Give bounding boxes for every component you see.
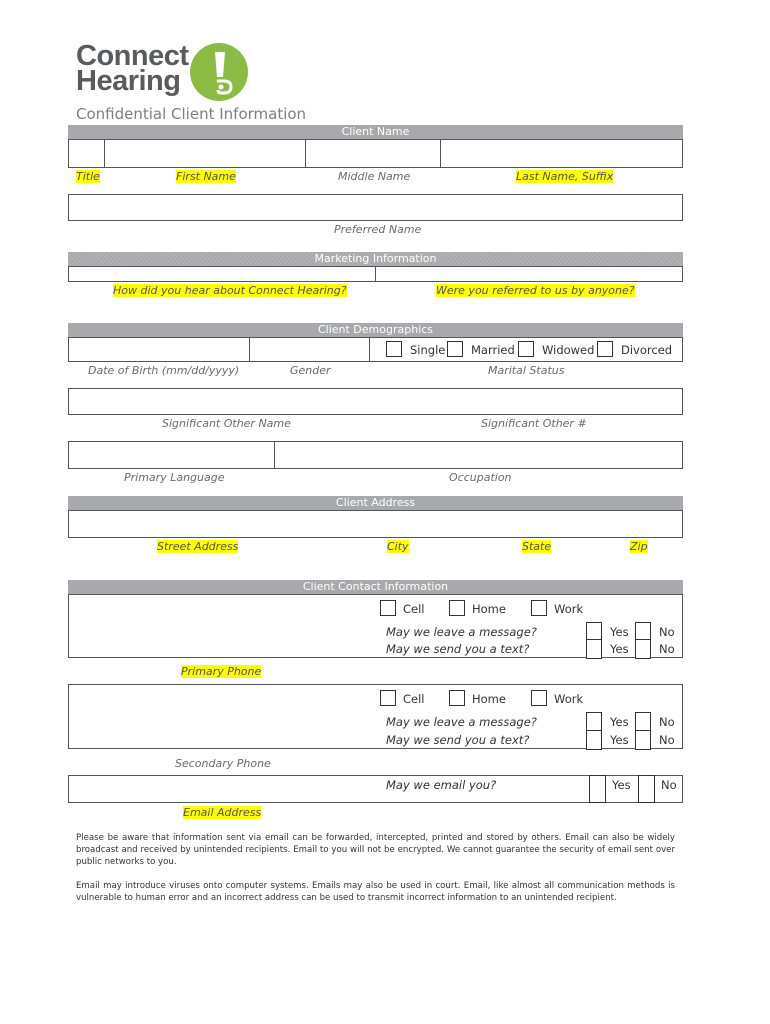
- hear-about-label: How did you hear about Connect Hearing?: [113, 284, 347, 297]
- divorced-option: Divorced: [621, 343, 673, 357]
- primary-cell-option: Cell: [403, 602, 425, 616]
- client-name-header: Client Name: [68, 125, 683, 139]
- preferred-name-label: Preferred Name: [334, 223, 422, 236]
- demographics-header: Client Demographics: [68, 323, 683, 337]
- city-label: City: [387, 540, 409, 553]
- primary-message-no: No: [659, 625, 675, 639]
- primary-message-question: May we leave a message?: [386, 625, 537, 639]
- secondary-message-question: May we leave a message?: [386, 715, 537, 729]
- primary-text-yes: Yes: [610, 642, 629, 656]
- brand-logo-text: [76, 40, 189, 97]
- primary-home-option: Home: [472, 602, 506, 616]
- secondary-home-option: Home: [472, 692, 506, 706]
- brand-line-1: Connect: [76, 40, 189, 72]
- state-label: State: [522, 540, 552, 553]
- contact-header: Client Contact Information: [68, 580, 683, 594]
- significant-other-number-field[interactable]: [376, 389, 682, 414]
- widowed-option: Widowed: [542, 343, 595, 357]
- secondary-text-no-checkbox[interactable]: [635, 730, 651, 750]
- last-name-label: Last Name, Suffix: [516, 170, 614, 183]
- secondary-cell-option: Cell: [403, 692, 425, 706]
- secondary-message-no: No: [659, 715, 675, 729]
- email-no-checkbox[interactable]: [638, 775, 655, 803]
- first-name-label: First Name: [176, 170, 236, 183]
- secondary-home-checkbox[interactable]: [449, 690, 465, 706]
- significant-other-name-field[interactable]: [69, 389, 375, 414]
- address-field[interactable]: [68, 510, 683, 538]
- occupation-field[interactable]: [275, 442, 682, 468]
- brand-logo-icon: [190, 43, 248, 101]
- primary-text-question: May we send you a text?: [386, 642, 530, 656]
- occupation-label: Occupation: [449, 471, 512, 484]
- referred-by-field[interactable]: [376, 267, 682, 281]
- married-checkbox[interactable]: [447, 341, 463, 357]
- referred-by-label: Were you referred to us by anyone?: [436, 284, 635, 297]
- primary-message-yes: Yes: [610, 625, 629, 639]
- secondary-work-option: Work: [554, 692, 584, 706]
- primary-cell-checkbox[interactable]: [380, 600, 396, 616]
- form-title: Confidential Client Information: [76, 105, 307, 123]
- middle-name-field[interactable]: [306, 140, 440, 167]
- primary-work-option: Work: [554, 602, 584, 616]
- significant-other-number-label: Significant Other #: [481, 417, 587, 430]
- significant-other-name-label: Significant Other Name: [162, 417, 291, 430]
- email-question: May we email you?: [386, 778, 497, 792]
- first-name-field[interactable]: [105, 140, 305, 167]
- zip-label: Zip: [630, 540, 648, 553]
- secondary-phone-label: Secondary Phone: [175, 757, 271, 770]
- secondary-message-yes: Yes: [610, 715, 629, 729]
- dob-field[interactable]: [69, 338, 249, 361]
- client-address-header: Client Address: [68, 496, 683, 510]
- disclaimer-paragraph-2: Email may introduce viruses onto computer systems. Emails may also be used in court. Email, like almost all communication methods is vulnerable to human error and an incorrect address can be used to transmit incorrect information to an unintended recipient.: [76, 881, 675, 903]
- email-yes: Yes: [612, 778, 631, 792]
- email-yes-checkbox[interactable]: [589, 775, 606, 803]
- title-field[interactable]: [69, 140, 104, 167]
- single-checkbox[interactable]: [386, 341, 402, 357]
- email-address-label: Email Address: [183, 806, 262, 819]
- single-option: Single: [410, 343, 446, 357]
- last-name-field[interactable]: [441, 140, 682, 167]
- primary-text-no: No: [659, 642, 675, 656]
- gender-label: Gender: [290, 364, 331, 377]
- marital-status-label: Marital Status: [488, 364, 565, 377]
- title-label: Title: [76, 170, 100, 183]
- primary-text-no-checkbox[interactable]: [635, 639, 651, 659]
- divorced-checkbox[interactable]: [597, 341, 613, 357]
- secondary-cell-checkbox[interactable]: [380, 690, 396, 706]
- primary-work-checkbox[interactable]: [531, 600, 547, 616]
- street-address-label: Street Address: [157, 540, 239, 553]
- primary-text-yes-checkbox[interactable]: [586, 639, 602, 659]
- secondary-text-yes-checkbox[interactable]: [586, 730, 602, 750]
- secondary-text-question: May we send you a text?: [386, 733, 530, 747]
- married-option: Married: [471, 343, 515, 357]
- hear-about-field[interactable]: [69, 267, 375, 281]
- preferred-name-field[interactable]: [68, 194, 683, 221]
- brand-line-2: Hearing: [76, 65, 181, 97]
- secondary-work-checkbox[interactable]: [531, 690, 547, 706]
- primary-language-field[interactable]: [69, 442, 274, 468]
- primary-phone-label: Primary Phone: [181, 665, 262, 678]
- disclaimer-paragraph-1: Please be aware that information sent via email can be forwarded, intercepted, printed and stored by others. Email can also be widely broadcast and received by unintended recipients. Email to you will not be encrypted. We cannot guarantee the security of email sent over public networks to you.: [76, 833, 675, 867]
- gender-field[interactable]: [250, 338, 369, 361]
- widowed-checkbox[interactable]: [518, 341, 534, 357]
- secondary-message-no-checkbox[interactable]: [635, 712, 651, 732]
- primary-home-checkbox[interactable]: [449, 600, 465, 616]
- middle-name-label: Middle Name: [338, 170, 411, 183]
- dob-label: Date of Birth (mm/dd/yyyy): [88, 364, 240, 377]
- marketing-header: Marketing Information: [68, 252, 683, 266]
- secondary-text-no: No: [659, 733, 675, 747]
- divider: [369, 337, 370, 362]
- secondary-text-yes: Yes: [610, 733, 629, 747]
- email-no: No: [661, 778, 677, 792]
- primary-language-label: Primary Language: [124, 471, 225, 484]
- secondary-message-yes-checkbox[interactable]: [586, 712, 602, 732]
